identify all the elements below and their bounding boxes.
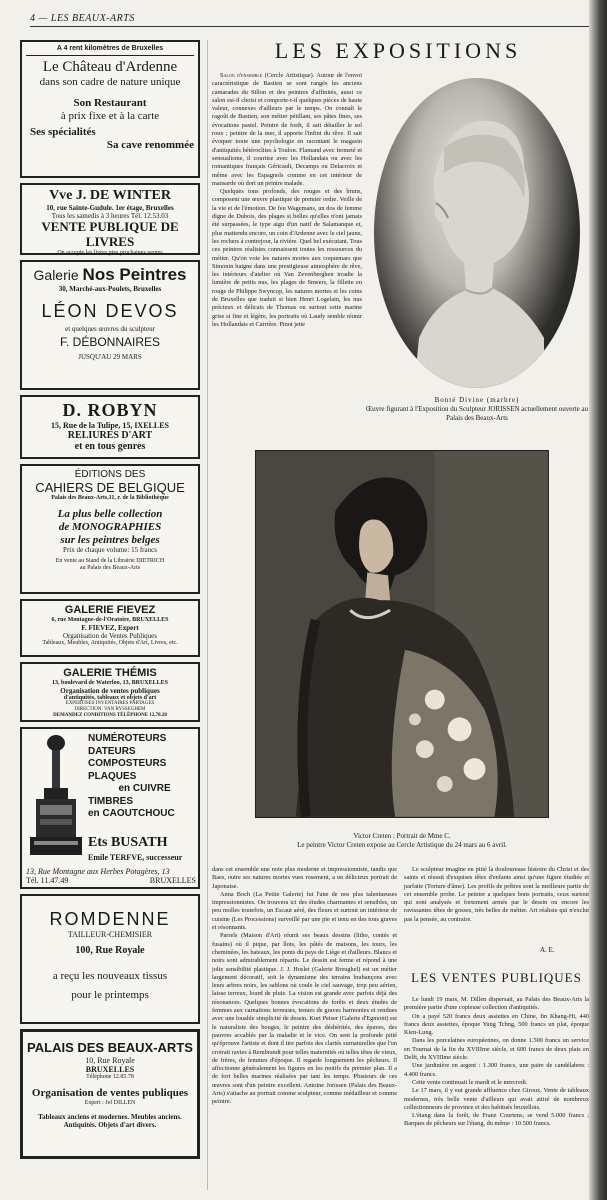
ad-palais-title: PALAIS DES BEAUX-ARTS [27,1040,193,1055]
painting-caption-text: Le peintre Victor Creten expose au Cercle Artistique du 24 mars au 6 avril. [297,841,507,850]
ad-peintres-until: JUSQU'AU 29 MARS [78,353,142,362]
ventes-column [404,996,589,1192]
numbering-stamp-machine-illustration [26,733,86,863]
ad-peintres-and: et quelques œuvres du sculpteur [65,325,155,334]
ad-winter-hours: Tous les samedis à 3 heures Tél. 12.53.03 [51,212,169,221]
ventes-section-title: LES VENTES PUBLIQUES [411,970,582,985]
ad-palais-city: BRUXELLES [85,1065,135,1075]
ad-fievez-expert: F. FIEVEZ, Expert [81,623,139,632]
article-col2-p3: Parrels (Maison d'Art) réunit ses beaux dessins (litho, contés et fusains) où il pique, par îlots, les pâtés de maisons, les tours, les cheminées, les bateaux, les ponts du pays de Liège et d'ailleurs. Blancs et noirs sont admirablement répartis. Le dessin est ferme et répond à une jolie sensibilité plastique. J. J. Hoslet (Galerie Breughel) est un métier largement décoratif, soit le dynamisme des terrains brabançons avec leurs arbres noirs, les sablons où coule le ciel sauvage, trop peu aérien, laisse terreux, lourd de pluie. La vision est grande avec parfois déjà des résonances. Quelques bonnes évocations de forêts et deux études de femmes aux carnations terreuses, tenues de graves harmonies et rendues avec une louable simplicité de dessin. Kurt Peiser (Galerie d'Egmont) est le naturaliste des bouges, le peintre des déshérités, des épaves, des pauvres accablés par la maladie et le vice. On sent la profonde pitié qu'éprouve l'artiste et dont il tire parfois des clartés surnaturelles que l'on croirait ravies à Rembrandt pour telles maternités ou telles têtes de vieux, de frères, de femmes d'époque. Il regarde longuement les pêcheurs. Il affectionne généralement les figures en les motifs du premier plan. Il a de fort belles marines réalisées par tant les temps. Plusieurs de ces œuvres sont d'un peintre excellent. Antoine Jorissen (Palais des Beaux-Arts) s'attache au portrait comme sculpteur, comme médailleur et comme peintre. [212,932,397,1106]
column-divider [207,40,208,1190]
ad-peintres-devos: LÉON DEVOS [41,300,179,321]
ad-winter-note: On accepte les livres ptes prochaines ventes [57,250,163,257]
ventes-p7: L'étang dans la forêt, de Franz Courtens, se vend 5.000 francs ; Barques de pêcheurs sur l'étang, du même : 10.500 francs. [404,1112,589,1128]
ad-chateau-cave: Sa cave renommée [106,138,194,151]
ad-themis-conditions: DEMANDEZ CONDITIONS TÉLÉPHONE 12.78.28 [53,712,167,718]
article-col2-p2: Anna Boch (La Petite Galerie) fut l'une de nos plus talentueuses impressionnistes. On trouvera ici des études charmantes et sensibles, un peu molles toutefois, un Escaut aéré, des fleurs et surtout un intérieur de cuisine (Les Processions) surveillé par une pie et tenu en des tons graves et résonnants. [212,890,397,932]
ad-galerie-fievez [20,599,200,657]
ad-peintres-name: Nos Peintres [82,265,187,284]
ventes-p5: Cette vente continuait le mardi et le mercredi. [412,1078,528,1086]
ad-busath-successor: Emile TERFVE, successeur [88,853,183,862]
sculpture-photo [374,78,580,388]
ad-winter-vente: VENTE PUBLIQUE DE LIVRES [41,219,179,250]
ad-palais-expert: Expert : Jef DILLEN [84,1099,136,1106]
ad-themis-title: GALERIE THÉMIS [63,667,157,679]
ad-de-winter [20,183,200,255]
painting-caption-title: Victor Creten : Portrait de Mme C. [353,832,451,840]
article-column-2 [212,866,397,1192]
ad-cahiers-editions: ÉDITIONS DES [74,469,146,480]
article-col2-p1: dans cet ensemble une note plus moderne et impressionniste, tandis que Baes, outre ses natures mortes vues rosement, a un délicieux portrait de Japonaise. [212,866,397,890]
ad-palais-beaux-arts [20,1029,200,1159]
ad-peintres-galerie: Galerie [33,267,83,283]
ad-themis-antiquites: d'antiquités, tableaux et objets d'art [63,694,157,701]
ad-palais-items: Tableaux anciens et modernes. Meubles anciens. Antiquités. Objets d'art divers. [38,1112,182,1129]
ad-romdenne-title: ROMDENNE [49,909,171,929]
sculpture-caption [364,396,590,423]
ad-chateau-prix: à prix fixe et à la carte [60,109,160,122]
ad-romdenne-address: 100, Rue Royale [75,944,145,956]
ad-robyn [20,395,200,459]
ad-robyn-title: D. ROBYN [62,400,158,420]
page-title: LES EXPOSITIONS [274,38,522,63]
ad-themis-address: 13, boulevard de Waterloo, 13, BRUXELLES [52,679,168,686]
ad-busath-contact [26,876,196,885]
ad-winter-title: Vve J. DE WINTER [49,188,171,203]
ventes-p6: Le 17 mars, il y eut grande affluence chez Giroux. Vente de tableaux modernes, très belle vente d'ailleurs qui avait attiré de nombreux collectionneurs de province et des habitués bruxellois. [404,1087,589,1111]
ad-romdenne-sub: TAILLEUR-CHEMISIER [67,929,153,939]
ad-busath-w5: en CUIVRE [118,783,171,794]
ad-busath-w2: DATEURS [88,745,136,757]
sculpture-caption-text: Œuvre figurant à l'Exposition du Sculpteur JORISSEN actuellement ouverte au Palais des Beaux-Arts [365,405,589,423]
marble-bust-illustration [374,78,580,388]
ad-cahiers-title: CAHIERS DE BELGIQUE [35,479,185,495]
ad-themis-organisation: Organisation de ventes publiques [60,686,160,695]
portrait-painting [255,450,549,818]
ad-palais-organisation: Organisation de ventes publiques [31,1087,189,1100]
ad-chateau-top: A 4 rent kilomètres de Bruxelles [26,45,194,56]
ad-robyn-address: 15, Rue de la Tulipe, 15, IXELLES [50,420,170,430]
ad-chateau-specialites: Ses spécialités [30,126,96,139]
sculpture-caption-title: Bonté Divine (marbre) [434,396,520,404]
ad-cahiers-m3: sur les peintres belges [60,533,160,546]
ad-cahiers-stand: En vente au Stand de la Librairie DIETRICH [55,558,165,565]
ad-winter-address: 10, rue Sainte-Gudule. 1er étage, Bruxelles [46,204,174,213]
article-lead: Salon d'ensemble [220,72,263,79]
ad-busath-city: BRUXELLES [149,876,196,886]
ad-fievez-items: Tableaux, Meubles, Antiquités, Objets d'Art, Livres, etc. [42,639,178,646]
ad-fievez-organisation: Organisation de Ventes Publiques [62,631,158,640]
advertisements-column [20,40,200,1164]
ad-busath-w7: en CAOUTCHOUC [88,808,175,819]
ad-palais-street: 10, Rue Royale [85,1055,135,1065]
ad-cahiers-m1: La plus belle collection [57,508,163,521]
article-column-1 [212,72,362,432]
ad-chateau-title: Le Château d'Ardenne [42,59,178,76]
article-col1-p2: Quelques tons profonds, des rouges et des bruns, composent une œuvre plastique de premier ordre. Veille de la vie et de l'émotion. De feu Wagemans, un dos de femme digne de Dubois, des plages si belles qu'elles n'ont jamais été surpassées, le type aigu d'un natif de Salamanque et, plus mattendu encore, un coin d'Ardenne avec le ciel jaune, les rochers à contrejour, la rivière. Quel bel exécutant. Tous ces peintres réalistes connaissent toutes les ressources du métier. Qu'on voie les natures mortes aux coquemars que Simonin baigne dans une prestigieuse atmosphère de rêve, les intérieurs d'atelier où Van Zevenberghen irradie la lumière de petits nus, les plages de Smeers, la fillette en rouge de Philippe Swyncop, les natures mortes et les coins de Bruxelles que traduit si bien Henri Logelain, les nus précieux et délicats de Thomas ou surtout cette marine grise si fine et légère, les portraits où Laudy semble réunir les Hollandais et Carrière. Pinot jette [212,188,362,328]
ad-peintres-debonnaires: F. DÉBONNAIRES [59,335,161,350]
ad-cahiers-stand2: au Palais des Beaux-Arts [79,565,141,572]
ad-busath-w6: TIMBRES [88,795,133,807]
ventes-p4: Une jardinière en argent : 1.300 francs, une paire de candélabres : 4.400 francs. [404,1062,589,1078]
ad-cahiers-belgique [20,464,200,594]
ad-busath-street: 13, Rue Montagne aux Herbes Potagères, 13 [26,867,170,876]
ad-busath-tel: Tél. 11.47.49 [26,876,69,886]
ad-peintres-title [26,265,194,285]
ad-chateau-ardenne [20,40,200,178]
portrait-illustration [256,451,548,817]
ad-busath-address [26,867,196,885]
article-col1-p1: (Cercle Artistique). Autour de l'envoi caractéristique de Bastien se sont rangés les anciens camarades du Sillon et des peintres d'affinités, aussi ce salon est-il choisi et comporte-t-il quelques pièces de haute valeur, connexes d'ailleurs par le temps. On connaît le ragoût de Bastien, son métier pétillant, ses pâtes fines, ses évocations pastel. Peintre de forêt, il sait détailler le sol roux ; peintre de la mer, il apporte l'infini du rêve. Il sait évoquer toute une psychologie en racontant le magasin d'antiquités hétéroclites à Toulon. Flamand avec fermeté et sensualisme, il courtise avec les Hollandais ou avec les romantiques français Géricault, Decamps ou Delacroix et même avec les Espagnols comme en cet intérieur de mansarde où dort un peintre malade. [212,72,362,187]
ad-nos-peintres [20,260,200,390]
ad-galerie-themis [20,662,200,722]
article-signature: A. E. [540,946,555,954]
ad-busath [20,727,200,889]
ad-chateau-restaurant: Son Restaurant [73,96,147,109]
article-col3-p1: Le sculpteur imagine en pitié la douloureuse histoire du Christ et des saints et réussit d'exquises têtes d'enfants ainsi qu'une figure étudiée et parfaite (Torture d'âme). Les profils de prêtres sont la meilleure partie de cet ensemble probe. Le peintre a quelques bons portraits, ceux surtout qui sont analysés et fortement armés par le dessin ou encore les ravissantes têtes de gosses, très belles de métier. Art réaliste qui n'exclut pas la pensée, au contraire. [404,866,589,923]
ad-palais-phone: Téléphone 12.85.78 [86,1074,134,1081]
ad-romdenne-l2: pour le printemps [71,989,149,1002]
ad-busath-w3: COMPOSTEURS [88,758,167,769]
article-column-3 [404,866,589,944]
ad-cahiers-m2: de MONOGRAPHIES [58,520,162,533]
ventes-p1: Le lundi 19 mars, M. Dillen dispersait, au Palais des Beaux-Arts la première partie d'une copieuse collection d'antiquités. [404,996,589,1012]
ventes-p3: Dans les porcelaines européennes, on donne 1.500 francs un service en Tournai de la fin du XVIIIme siècle, et 600 francs de deux plats en Delft, du XVIIIme siècle. [404,1037,589,1062]
ad-peintres-address: 30, Marché-aux-Poulets, Bruxelles [58,284,162,293]
ad-chateau-sub: dans son cadre de nature unique [39,76,181,89]
ad-busath-products [88,733,175,821]
ad-busath-w4: PLAQUES [88,770,137,782]
ad-robyn-genres: et en tous genres [74,441,146,453]
ad-themis-direction: DIRECTION: VAN RYSSEGHEM [74,707,146,713]
ad-fievez-title: GALERIE FIEVEZ [64,604,156,616]
ad-robyn-reliures: RELIURES D'ART [67,429,153,441]
running-head: 4 — LES BEAUX-ARTS [30,13,590,27]
ad-fievez-address: 6, rue Montagne-de-l'Oratoire, BRUXELLES [51,616,169,623]
page-edge-shadow [589,0,607,1200]
painting-caption [250,832,554,850]
ad-cahiers-address: Palais des Beaux-Arts,11, r. de la Bibliothèque [51,495,169,502]
ad-busath-w1: NUMÉROTEURS [88,733,167,744]
ad-themis-expertises: EXPERTISES INVENTAIRES PARTAGES [65,701,155,707]
ad-busath-est: Ets BUSATH [88,835,168,850]
ad-romdenne-l1: a reçu les nouveaux tissus [52,970,168,983]
ad-cahiers-price: Prix de chaque volume: 15 francs [63,546,157,555]
ventes-p2: On a payé 520 francs deux assiettes en Chine, fin Khang-Hi, 440 francs deux assiettes, époque Yung Tchng, 500 francs un plat, époque Kien-Lung. [404,1012,589,1037]
ad-romdenne [20,894,200,1024]
